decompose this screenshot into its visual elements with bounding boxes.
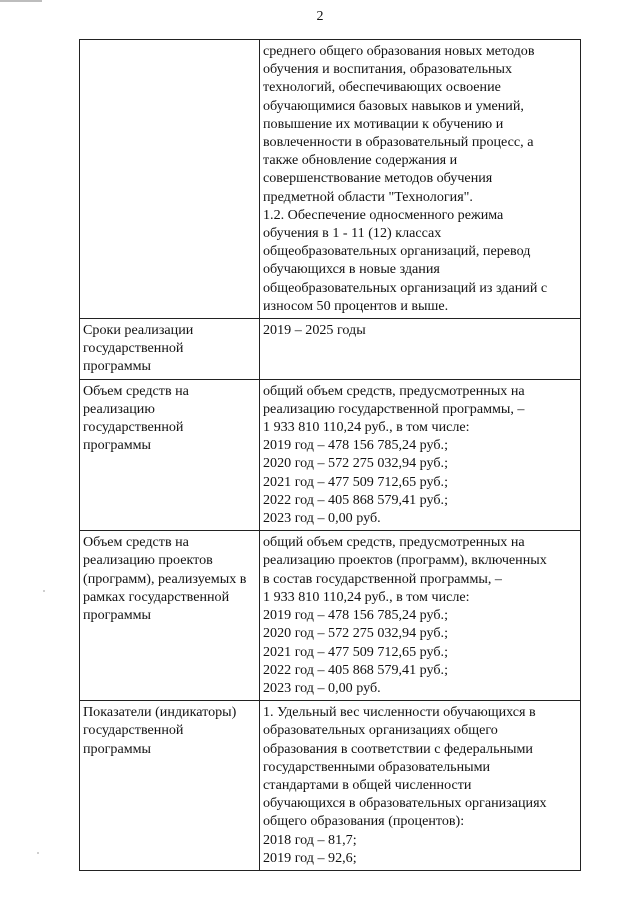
text-line: 2020 год – 572 275 032,94 руб.; [263,625,448,642]
text-line: общеобразовательных организаций, перевод [263,243,531,260]
text-line: общего образования (процентов): [263,813,465,830]
text-line: среднего общего образования новых методов [263,43,535,59]
text-line: государственной [83,722,184,739]
text-line: 2022 год – 405 868 579,41 руб.; [263,661,448,678]
row-label-cell [80,379,260,531]
text-line: обучающимися базовых навыков и умений, [263,97,524,114]
text-line: 1 933 810 110,24 руб., в том числе: [263,419,470,436]
table-row [80,701,581,871]
row-content-cell [260,379,581,531]
text-line: Объем средств на [83,534,189,551]
text-line: также обновление содержания и [263,152,458,169]
text-line: Сроки реализации [83,322,194,339]
text-line: предметной области "Технология". [263,188,473,205]
scan-speck [43,590,45,592]
table-row [80,319,581,380]
text-line: 2023 год – 0,00 руб. [263,679,381,696]
text-line: обучения в 1 - 11 (12) классах [263,225,442,242]
text-line: образования в соответствии с федеральными [263,740,533,757]
text-line: общеобразовательных организаций из зданий с [263,279,548,296]
row-label-cell [80,40,260,319]
text-line: 2021 год – 477 509 712,65 руб.; [263,643,448,660]
scan-speck [37,852,39,854]
text-line: в состав государственной программы, – [263,570,502,587]
table-row [80,379,581,531]
table-row [80,40,581,319]
text-line: государственными образовательными [263,758,491,775]
row-content-cell [260,40,581,319]
text-line: обучающихся в новые здания [263,261,440,278]
text-line: общий объем средств, предусмотренных на [263,382,525,399]
text-line: вовлеченности в образовательный процесс, а [263,134,534,151]
text-line: рамках государственной [83,588,230,605]
row-label-cell [80,319,260,380]
text-line: 2020 год – 572 275 032,94 руб.; [263,455,448,472]
text-line: стандартами в общей численности [263,776,472,793]
text-line: реализацию проектов [83,552,213,569]
text-line: 2019 год – 478 156 785,24 руб.; [263,607,448,624]
text-line: общий объем средств, предусмотренных на [263,534,525,551]
row-label-cell [80,701,260,871]
text-line: 2019 год – 478 156 785,24 руб.; [263,437,448,454]
text-line: программы [83,740,152,757]
text-line: государственной [83,340,184,357]
text-line: технологий, обеспечивающих освоение [263,79,501,96]
table-row [80,531,581,701]
row-label-cell [80,531,260,701]
text-line: 2019 год – 92,6; [263,849,357,866]
text-line: повышение их мотивации к обучению и [263,115,504,132]
text-line: 2019 – 2025 годы [263,322,366,339]
text-line: (программ), реализуемых в [83,570,247,587]
text-line: реализацию государственной программы, – [263,400,525,417]
text-line: совершенствование методов обучения [263,170,493,187]
program-passport-table [79,39,581,871]
text-line: 2022 год – 405 868 579,41 руб.; [263,491,448,508]
row-content-cell [260,531,581,701]
text-line: 2018 год – 81,7; [263,831,357,848]
text-line: программы [83,437,152,454]
row-content-cell [260,701,581,871]
text-line: государственной [83,419,184,436]
text-line: обучающихся в образовательных организациях [263,795,547,812]
text-line: износом 50 процентов и выше. [263,297,449,314]
text-line: программы [83,607,152,624]
text-line: обучения и воспитания, образовательных [263,61,513,78]
text-line: реализацию проектов (программ), включенных [263,552,547,569]
text-line: 1 933 810 110,24 руб., в том числе: [263,588,470,605]
text-line: 2023 год – 0,00 руб. [263,510,381,527]
text-line: 1. Удельный вес численности обучающихся в [263,704,536,721]
text-line: Объем средств на [83,382,189,399]
text-line: программы [83,358,152,375]
text-line: 2021 год – 477 509 712,65 руб.; [263,473,448,490]
row-content-cell [260,319,581,380]
scan-edge-mark [0,0,42,2]
text-line: 1.2. Обеспечение односменного режима [263,206,504,223]
text-line: реализацию [83,400,155,417]
text-line: Показатели (индикаторы) [83,704,237,721]
text-line: образовательных организациях общего [263,722,498,739]
page-number: 2 [316,9,324,24]
